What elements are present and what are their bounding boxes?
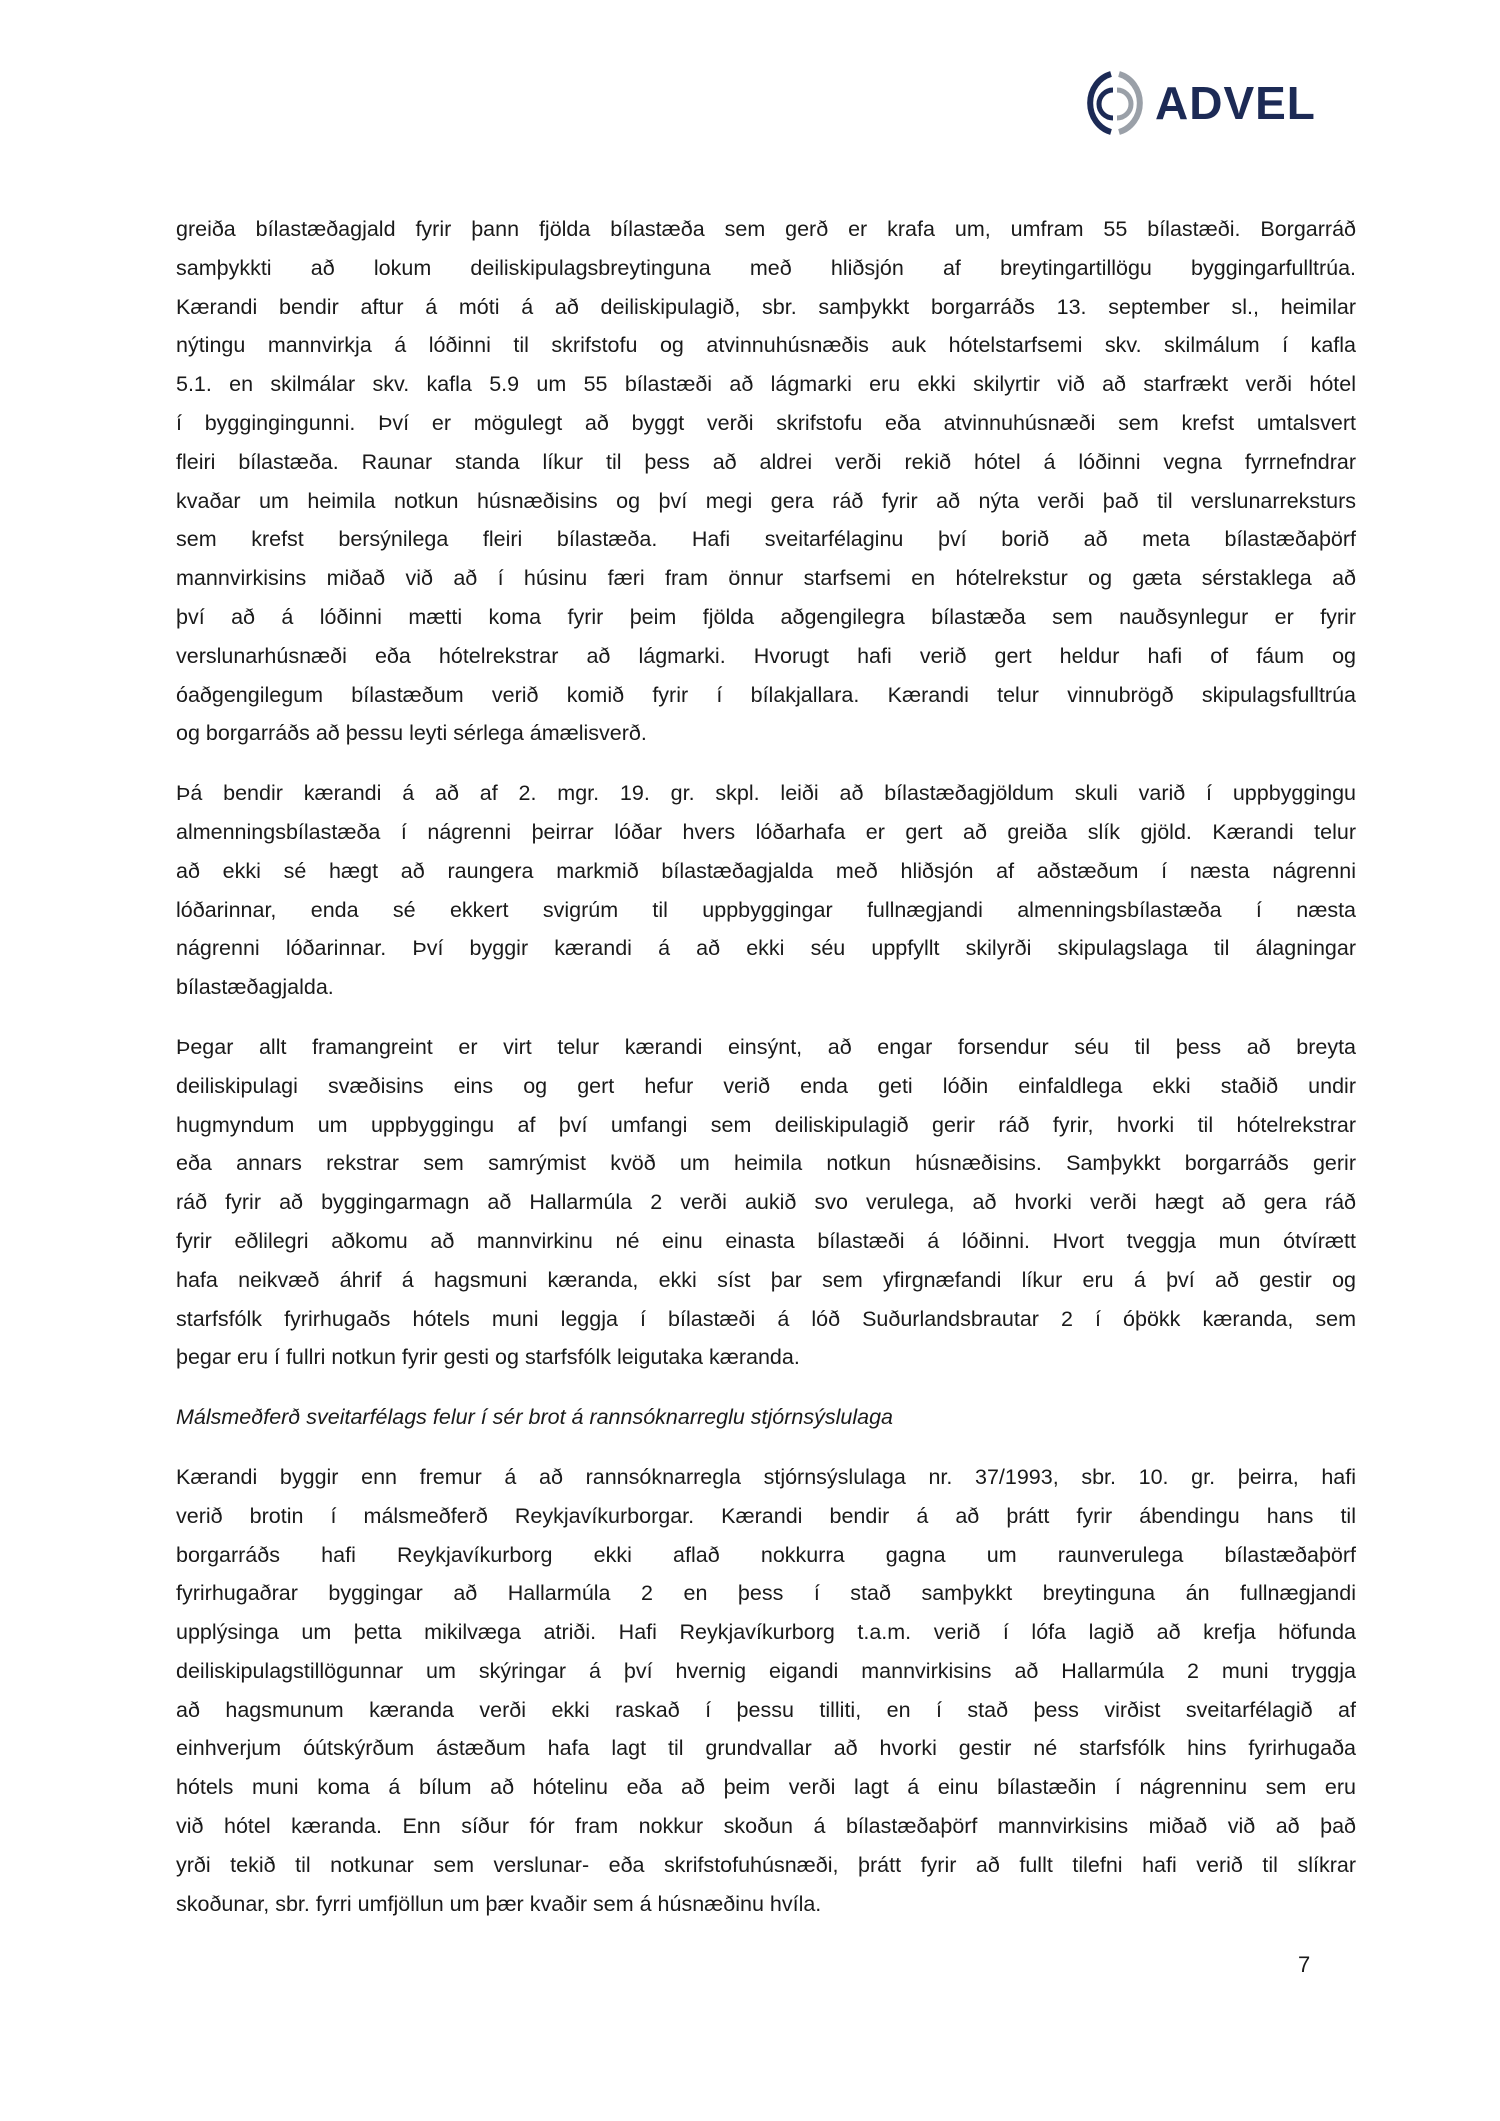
text-line: kvaðar um heimila notkun húsnæðisins og því megi gera ráð fyrir að nýta verði það til verslunarreksturs	[176, 488, 1356, 513]
paragraph	[176, 774, 1356, 1007]
text-line: hugmyndum um uppbyggingu af því umfangi sem deiliskipulagið gerir ráð fyrir, hvorki til hótelrekstrar	[176, 1112, 1356, 1137]
text-line: deiliskipulagi svæðisins eins og gert hefur verið enda geti lóðin einfaldlega ekki staðið undir	[176, 1073, 1356, 1098]
text-line: greiða bílastæðagjald fyrir þann fjölda bílastæða sem gerð er krafa um, umfram 55 bílastæði. Borgarráð	[176, 217, 1356, 241]
text-line: nýtingu mannvirkja á lóðinni til skrifstofu og atvinnuhúsnæðis auk hótelstarfsemi skv. skilmálum í kafla	[176, 333, 1356, 358]
text-line: óaðgengilegum bílastæðum verið komið fyrir í bílakjallara. Kærandi telur vinnubrögð skipulagsfulltrúa	[176, 682, 1356, 707]
section-heading: Málsmeðferð sveitarfélags felur í sér brot á rannsóknarreglu stjórnsýslulaga	[176, 1405, 893, 1430]
text-line: lóðarinnar, enda sé ekkert svigrúm til uppbyggingar fullnægjandi almenningsbílastæða í næsta	[176, 897, 1356, 922]
text-line: eða annars rekstrar sem samrýmist kvöð um heimila notkun húsnæðisins. Samþykkt borgarráðs gerir	[176, 1151, 1356, 1176]
text-line: Þegar allt framangreint er virt telur kærandi einsýnt, að engar forsendur séu til þess að breyta	[176, 1034, 1356, 1059]
text-line: almenningsbílastæða í nágrenni þeirrar lóðar hvers lóðarhafa er gert að greiða slík gjöld. Kærandi telur	[176, 819, 1356, 844]
advel-logo-icon	[1085, 68, 1147, 138]
text-line: hafa neikvæð áhrif á hagsmuni kæranda, ekki síst þar sem yfirgnæfandi líkur eru á því að gestir og	[176, 1267, 1356, 1292]
text-line: starfsfólk fyrirhugaðs hótels muni leggja í bílastæði á lóð Suðurlandsbrautar 2 í óþökk kæranda, sem	[176, 1306, 1356, 1331]
text-line: Þá bendir kærandi á að af 2. mgr. 19. gr. skpl. leiði að bílastæðagjöldum skuli varið í uppbyggingu	[176, 781, 1356, 806]
text-line: í byggingingunni. Því er mögulegt að byggt verði skrifstofu eða atvinnuhúsnæði sem krefst umtalsvert	[176, 410, 1356, 435]
text-line: yrði tekið til notkunar sem verslunar- eða skrifstofuhúsnæði, þrátt fyrir að fullt tilefni hafi verið til slíkrar	[176, 1852, 1356, 1877]
text-line: 5.1. en skilmálar skv. kafla 5.9 um 55 bílastæði að lágmarki eru ekki skilyrtir við að starfrækt verði hótel	[176, 372, 1356, 397]
text-line: Kærandi byggir enn fremur á að rannsóknarregla stjórnsýslulaga nr. 37/1993, sbr. 10. gr. þeirra, hafi	[176, 1464, 1356, 1489]
text-line: ráð fyrir að byggingarmagn að Hallarmúla 2 verði aukið svo verulega, að hvorki verði hægt að gera ráð	[176, 1190, 1356, 1215]
text-line: upplýsinga um þetta mikilvæga atriði. Hafi Reykjavíkurborg t.a.m. verið í lófa lagið að krefja höfunda	[176, 1620, 1356, 1645]
advel-logo	[1085, 68, 1316, 138]
text-line: sem krefst bersýnilega fleiri bílastæða. Hafi sveitarfélaginu því borið að meta bílastæðaþörf	[176, 527, 1356, 552]
paragraph	[176, 1458, 1356, 1924]
text-line: deiliskipulagstillögunnar um skýringar á því hvernig eigandi mannvirkisins að Hallarmúla 2 muni tryggja	[176, 1658, 1356, 1683]
text-line: að hagsmunum kæranda verði ekki raskað í þessu tilliti, en í stað þess virðist sveitarfélagið af	[176, 1697, 1356, 1722]
text-line: nágrenni lóðarinnar. Því byggir kærandi á að ekki séu uppfyllt skilyrði skipulagslaga til álagningar	[176, 936, 1356, 961]
document-body	[176, 210, 1356, 1944]
text-line: einhverjum óútskýrðum ástæðum hafa lagt til grundvallar að hvorki gestir né starfsfólk hins fyrirhugaða	[176, 1736, 1356, 1761]
text-line: að ekki sé hægt að raungera markmið bílastæðagjalda með hliðsjón af aðstæðum í næsta nágrenni	[176, 858, 1356, 883]
text-line: fleiri bílastæða. Raunar standa líkur til þess að aldrei verði rekið hótel á lóðinni vegna fyrrnefndrar	[176, 449, 1356, 474]
text-line: bílastæðagjalda.	[176, 975, 334, 1000]
paragraph	[176, 210, 1356, 753]
paragraph	[176, 1028, 1356, 1377]
text-line: fyrirhugaðrar byggingar að Hallarmúla 2 en þess í stað samþykkt breytinguna án fullnægjandi	[176, 1581, 1356, 1606]
logo-text: ADVEL	[1155, 77, 1316, 129]
text-line: mannvirkisins miðað við að í húsinu færi fram önnur starfsemi en hótelrekstur og gæta sérstaklega að	[176, 566, 1356, 591]
text-line: verslunarhúsnæði eða hótelrekstrar að lágmarki. Hvorugt hafi verið gert heldur hafi of fáum og	[176, 643, 1356, 668]
text-line: því að á lóðinni mætti koma fyrir þeim fjölda aðgengilegra bílastæða sem nauðsynlegur er fyrir	[176, 604, 1356, 629]
text-line: hótels muni koma á bílum að hótelinu eða að þeim verði lagt á einu bílastæðin í nágrenninu sem eru	[176, 1775, 1356, 1800]
page-number: 7	[1298, 1952, 1311, 1977]
text-line: verið brotin í málsmeðferð Reykjavíkurborgar. Kærandi bendir á að þrátt fyrir ábendingu hans til	[176, 1503, 1356, 1528]
text-line: við hótel kæranda. Enn síður fór fram nokkur skoðun á bílastæðaþörf mannvirkisins miðað við að það	[176, 1814, 1356, 1839]
text-line: Kærandi bendir aftur á móti á að deiliskipulagið, sbr. samþykkt borgarráðs 13. september sl., heimilar	[176, 294, 1356, 319]
text-line: borgarráðs hafi Reykjavíkurborg ekki aflað nokkurra gagna um raunverulega bílastæðaþörf	[176, 1542, 1356, 1567]
text-line: fyrir eðlilegri aðkomu að mannvirkinu né einu einasta bílastæði á lóðinni. Hvort tveggja mun ótvírætt	[176, 1228, 1356, 1253]
text-line: þegar eru í fullri notkun fyrir gesti og starfsfólk leigutaka kæranda.	[176, 1345, 800, 1370]
text-line: skoðunar, sbr. fyrri umfjöllun um þær kvaðir sem á húsnæðinu hvíla.	[176, 1891, 822, 1916]
text-line: og borgarráðs að þessu leyti sérlega ámælisverð.	[176, 721, 647, 746]
text-line: samþykkti að lokum deiliskipulagsbreytinguna með hliðsjón af breytingartillögu byggingarfulltrúa.	[176, 255, 1356, 280]
